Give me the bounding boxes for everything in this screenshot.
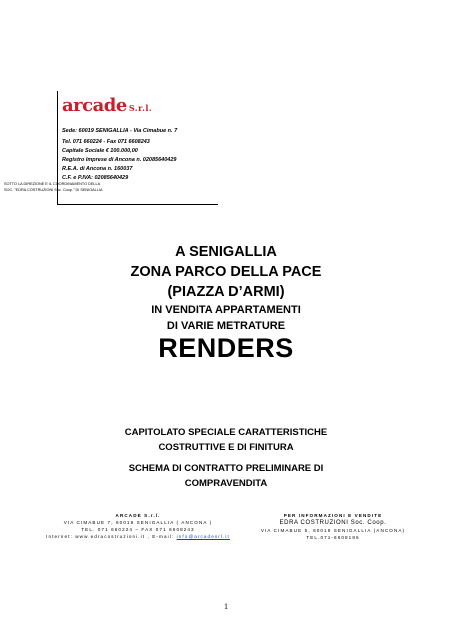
logo-name: arcade	[62, 95, 127, 116]
title-block	[0, 242, 452, 334]
note-line-2: SOC. "EDRA COSTRUZIONI Soc. Coop." DI SENIGALLIA	[4, 188, 103, 192]
footer-arcade-address: VIA CIMABUE 7, 60019 SENIGALLIA ( ANCONA )	[63, 520, 213, 525]
schema-line-1: SCHEMA DI CONTRATTO PRELIMINARE DI	[128, 463, 324, 474]
footer-edra-address: VIA CIMABUE 5, 60019 SENIGALLIA (ANCONA)	[260, 528, 406, 533]
title-piazza: (PIAZZA D’ARMI)	[167, 284, 285, 300]
company-info	[62, 127, 222, 183]
title-zone: ZONA PARCO DELLA PACE	[130, 264, 322, 280]
footer-arcade	[38, 512, 238, 540]
info-line-sede: Sede: 60019 SENIGALLIA - Via Cimabue n. 7	[62, 128, 178, 134]
title-sale: IN VENDITA APPARTAMENTI	[151, 304, 301, 316]
logo-suffix: S.r.l.	[128, 103, 153, 113]
footer-arcade-phone: TEL. 071 660224 – FAX 071 6608243	[81, 527, 195, 532]
capitolato-block	[0, 425, 452, 455]
footer-edra-head: PER INFORMAZIONI E VENDITE	[283, 513, 383, 518]
footer-edra-phone: TEL.071-6608186	[306, 535, 360, 540]
arcade-logo	[62, 95, 152, 116]
footer-arcade-internet	[38, 533, 238, 540]
info-line-rea: R.E.A. di Ancona n. 160037	[62, 166, 133, 172]
renders-heading: RENDERS	[158, 333, 294, 363]
note-line-1: SOTTO LA DIREZIONE E IL COORDINAMENTO DELLA	[4, 182, 101, 186]
footer-arcade-head: ARCADE S.r.l.	[115, 513, 161, 518]
schema-line-2: COMPRAVENDITA	[184, 478, 268, 489]
info-line-tel: Tel. 071 660224 - Fax 071 6608243	[62, 139, 150, 145]
footer-edra	[248, 512, 418, 541]
capitolato-line-1: CAPITOLATO SPECIALE CARATTERISTICHE	[124, 427, 328, 438]
footer-email-link[interactable]: info@arcadesrl.it	[176, 534, 230, 539]
title-sizes: DI VARIE METRATURE	[166, 320, 286, 332]
footer-internet-text: Internet: www.edracostruzioni.it , E-mail:	[46, 534, 177, 539]
page-number: 1	[224, 602, 228, 611]
info-line-cf: C.F. e P.IVA: 02085640429	[62, 175, 129, 181]
direction-note	[4, 181, 164, 193]
info-line-registro: Registro Imprese di Ancona n. 02085640429	[62, 157, 177, 163]
info-line-capitale: Capitale Sociale € 100.000,00	[62, 148, 138, 154]
title-city: A SENIGALLIA	[175, 244, 277, 260]
schema-block	[0, 461, 452, 491]
footer-edra-name: EDRA COSTRUZIONI Soc. Coop.	[279, 520, 387, 526]
capitolato-line-2: COSTRUTTIVE E DI FINITURA	[158, 442, 294, 453]
